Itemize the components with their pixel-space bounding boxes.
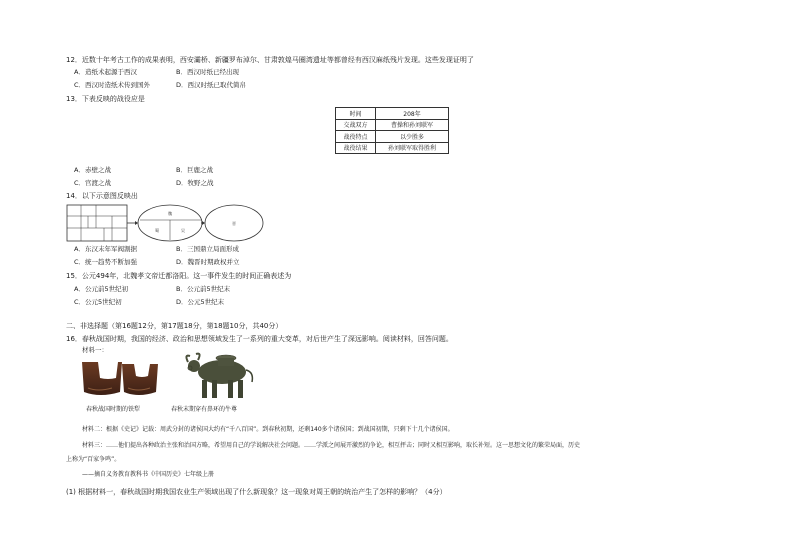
q15-option-b: B．公元前5世纪末 <box>176 285 231 293</box>
table-row <box>336 131 449 143</box>
label-shu: 蜀 <box>155 228 159 233</box>
arrow-right-icon <box>127 221 138 225</box>
q15-stem: 15．公元494年，北魏孝文帝迁都洛阳。这一事件发生的时间正确表述为 <box>66 272 292 280</box>
q12-stem: 12．近数十年考古工作的成果表明，西安灞桥、新疆罗布淖尔、甘肃敦煌马圈湾遗址等都曾经有西汉麻纸残片发现。这些发现证明了 <box>66 56 474 64</box>
q16-stem: 16．春秋战国时期，我国的经济、政治和思想领域发生了一系列的重大变革，对后世产生了深远影响。阅读材料，回答问题。 <box>66 335 453 343</box>
q16-material3-line1: 材料三：……他们提出各种政治主张和治国方略，希望用自己的学说解决社会问题。……学派之间展开激烈的争论，相互抨击；同时又相互影响，取长补短。这一思想文化的繁荣局面，历史 <box>82 442 581 449</box>
q13-battle-table <box>335 107 449 154</box>
label-jin: 晋 <box>232 221 236 226</box>
table-cell-value: 208年 <box>376 108 449 120</box>
table-cell-key: 战役特点 <box>336 131 376 143</box>
q12-option-b: B．西汉时纸已经出现 <box>176 68 239 76</box>
q14-option-c: C．统一趋势不断加强 <box>74 258 138 266</box>
table-row <box>336 119 449 131</box>
q14-map-diagram <box>66 203 266 243</box>
table-cell-value: 曹操和孙刘联军 <box>376 119 449 131</box>
q13-stem: 13．下表反映的战役应是 <box>66 95 145 103</box>
iron-plough-image <box>78 358 162 400</box>
q12-option-d: D．西汉时纸已取代简帛 <box>176 81 247 89</box>
q13-option-c: C．官渡之战 <box>74 179 112 187</box>
table-row <box>336 108 449 120</box>
q15-option-c: C．公元5世纪初 <box>74 298 122 306</box>
q16-material3-line2: 上称为“百家争鸣”。 <box>66 456 121 463</box>
label-wei: 魏 <box>168 211 172 216</box>
q15-option-a: A．公元前5世纪初 <box>74 285 129 293</box>
table-cell-value: 孙刘联军取得胜利 <box>376 142 449 154</box>
q12-option-c: C．西汉时造纸术传到国外 <box>74 81 151 89</box>
q14-option-a: A．东汉末年军阀割据 <box>74 245 137 253</box>
table-cell-key: 时间 <box>336 108 376 120</box>
jin-unified-ellipse <box>205 205 263 241</box>
table-cell-key: 交战双方 <box>336 119 376 131</box>
q14-stem: 14．以下示意图反映出 <box>66 192 138 200</box>
bronze-ox-vessel-image <box>180 346 260 402</box>
q15-option-d: D．公元5世纪末 <box>176 298 225 306</box>
bronze-ox-vessel-caption: 春秋末期穿有鼻环的牛尊 <box>171 406 238 413</box>
q16-material2: 材料二：根据《史记》记载：周武分封的诸侯国大约有“千八百国”。到春秋初期，还剩140多个诸侯国；到战国初期，只剩下十几个诸侯国。 <box>82 426 454 433</box>
q13-option-b: B．巨鹿之战 <box>176 166 213 174</box>
q12-option-a: A．造纸术起源于西汉 <box>74 68 137 76</box>
q16-subquestion-1: (1) 根据材料一，春秋战国时期我国农业生产领域出现了什么新现象？这一现象对周王朝的统治产生了怎样的影响？（4分） <box>66 488 447 496</box>
section2-heading: 二、非选择题（第16题12分，第17题18分，第18题10分，共40分） <box>66 322 283 330</box>
warlord-map-box <box>67 205 127 241</box>
label-wu: 吴 <box>181 228 185 233</box>
q14-option-b: B．三国鼎立局面形成 <box>176 245 239 253</box>
q13-option-d: D．牧野之战 <box>176 179 214 187</box>
three-kingdoms-ellipse <box>138 205 202 241</box>
iron-plough-caption: 春秋战国时期的铁犁 <box>86 406 141 413</box>
q16-source: ——摘自义务教育教科书《中国历史》七年级上册 <box>82 471 215 478</box>
q13-option-a: A．赤壁之战 <box>74 166 111 174</box>
q16-material1-label: 材料一： <box>82 346 108 354</box>
table-row <box>336 142 449 154</box>
table-cell-value: 以少胜多 <box>376 131 449 143</box>
q14-option-d: D．魏晋时期政权并立 <box>176 258 240 266</box>
table-cell-key: 战役结果 <box>336 142 376 154</box>
